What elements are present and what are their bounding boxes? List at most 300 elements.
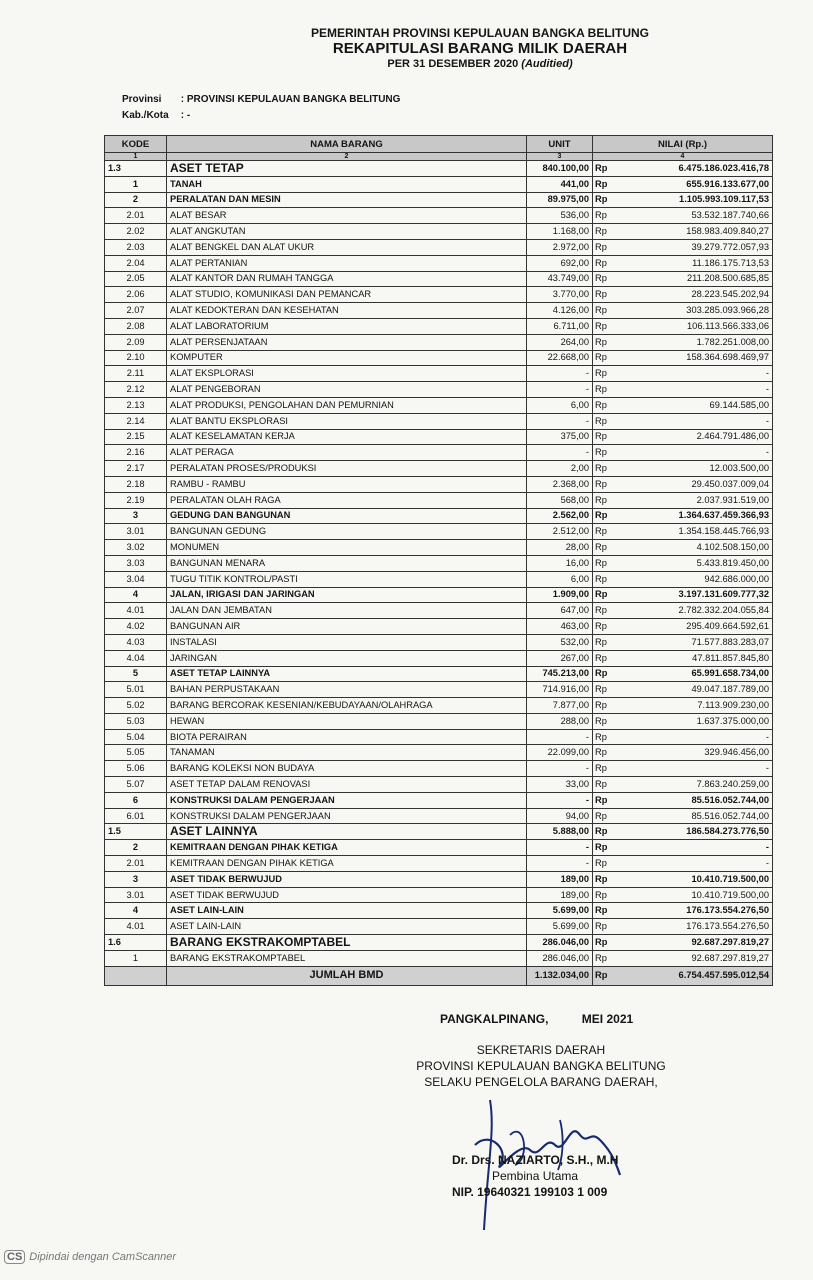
row-rp: Rp <box>593 224 615 240</box>
col-header-nilai: NILAI (Rp.) <box>593 136 773 153</box>
row-kode: 2.10 <box>105 350 167 366</box>
row-nama-barang: PERALATAN OLAH RAGA <box>167 492 527 508</box>
row-nilai: 10.410.719.500,00 <box>615 887 773 903</box>
table-row <box>105 224 773 240</box>
scanner-watermark <box>4 1250 176 1264</box>
row-nilai: 1.105.993.109.117,53 <box>615 192 773 208</box>
row-nama-barang: ASET TETAP LAINNYA <box>167 666 527 682</box>
row-nilai: 7.113.909.230,00 <box>615 698 773 714</box>
col-header-unit: UNIT <box>527 136 593 153</box>
row-kode: 2.16 <box>105 445 167 461</box>
asset-table <box>104 135 773 986</box>
row-kode: 4.03 <box>105 634 167 650</box>
row-nama-barang: BARANG BERCORAK KESENIAN/KEBUDAYAAN/OLAHRAGA <box>167 698 527 714</box>
row-nilai: 28.223.545.202,94 <box>615 287 773 303</box>
row-nama-barang: ALAT KEDOKTERAN DAN KESEHATAN <box>167 303 527 319</box>
table-row <box>105 208 773 224</box>
provinsi-label: Provinsi <box>122 94 162 105</box>
row-rp: Rp <box>593 429 615 445</box>
row-unit: 6.711,00 <box>527 318 593 334</box>
row-nama-barang: ALAT PERSENJATAAN <box>167 334 527 350</box>
row-nilai: 106.113.566.333,06 <box>615 318 773 334</box>
table-row <box>105 856 773 872</box>
row-nilai: 7.863.240.259,00 <box>615 777 773 793</box>
row-kode: 1 <box>105 176 167 192</box>
row-rp: Rp <box>593 887 615 903</box>
row-unit: 1.168,00 <box>527 224 593 240</box>
row-unit: - <box>527 792 593 808</box>
table-row <box>105 919 773 935</box>
row-nilai: 12.003.500,00 <box>615 461 773 477</box>
table-row <box>105 935 773 951</box>
table-row <box>105 176 773 192</box>
row-nama-barang: ALAT BANTU EKSPLORASI <box>167 413 527 429</box>
row-unit: - <box>527 445 593 461</box>
total-row <box>105 966 773 985</box>
row-kode: 6 <box>105 792 167 808</box>
row-nilai: 69.144.585,00 <box>615 397 773 413</box>
audit-status: (Auditied) <box>521 58 573 70</box>
row-rp: Rp <box>593 634 615 650</box>
table-row <box>105 350 773 366</box>
table-row <box>105 777 773 793</box>
row-unit: 5.699,00 <box>527 903 593 919</box>
row-kode: 3.01 <box>105 887 167 903</box>
col-header-nama: NAMA BARANG <box>167 136 527 153</box>
row-nilai: - <box>615 729 773 745</box>
table-row <box>105 397 773 413</box>
row-unit: - <box>527 840 593 856</box>
table-row <box>105 840 773 856</box>
row-nilai: 655.916.133.677,00 <box>615 176 773 192</box>
row-kode: 3.02 <box>105 540 167 556</box>
row-nama-barang: TANAMAN <box>167 745 527 761</box>
row-rp: Rp <box>593 650 615 666</box>
row-unit: - <box>527 729 593 745</box>
row-nilai: 11.186.175.713,53 <box>615 255 773 271</box>
row-kode: 4.01 <box>105 919 167 935</box>
camscanner-logo-icon: CS <box>4 1250 25 1264</box>
row-nama-barang: ASET TIDAK BERWUJUD <box>167 887 527 903</box>
row-kode: 5.03 <box>105 713 167 729</box>
row-rp: Rp <box>593 840 615 856</box>
row-nama-barang: GEDUNG DAN BANGUNAN <box>167 508 527 524</box>
row-nama-barang: ASET TETAP <box>167 161 527 177</box>
row-nama-barang: ASET LAINNYA <box>167 824 527 840</box>
table-row <box>105 239 773 255</box>
row-nama-barang: ASET TETAP DALAM RENOVASI <box>167 777 527 793</box>
row-unit: 692,00 <box>527 255 593 271</box>
row-rp: Rp <box>593 382 615 398</box>
place-date <box>440 1012 633 1026</box>
row-unit: 264,00 <box>527 334 593 350</box>
row-nilai: - <box>615 445 773 461</box>
row-unit: 6,00 <box>527 397 593 413</box>
row-unit: 89.975,00 <box>527 192 593 208</box>
row-rp: Rp <box>593 587 615 603</box>
row-rp: Rp <box>593 476 615 492</box>
table-row <box>105 713 773 729</box>
row-kode: 2.03 <box>105 239 167 255</box>
row-unit: - <box>527 366 593 382</box>
row-nama-barang: ALAT BENGKEL DAN ALAT UKUR <box>167 239 527 255</box>
row-rp: Rp <box>593 619 615 635</box>
row-rp: Rp <box>593 903 615 919</box>
row-nilai: 10.410.719.500,00 <box>615 871 773 887</box>
row-nilai: 2.037.931.519,00 <box>615 492 773 508</box>
table-row <box>105 271 773 287</box>
row-unit: 463,00 <box>527 619 593 635</box>
row-nilai: - <box>615 366 773 382</box>
kota-label: Kab./Kota <box>122 110 169 121</box>
row-kode: 4.01 <box>105 603 167 619</box>
row-nama-barang: ASET TIDAK BERWUJUD <box>167 871 527 887</box>
table-row <box>105 461 773 477</box>
table-row <box>105 587 773 603</box>
signatory-name: Dr. Drs. NAZIARTO, S.H., M.H <box>452 1153 619 1167</box>
row-nama-barang: ASET LAIN-LAIN <box>167 903 527 919</box>
row-rp: Rp <box>593 397 615 413</box>
table-row <box>105 903 773 919</box>
row-nilai: 1.354.158.445.766,93 <box>615 524 773 540</box>
row-unit: 4.126,00 <box>527 303 593 319</box>
row-nilai: 295.409.664.592,61 <box>615 619 773 635</box>
row-unit: 33,00 <box>527 777 593 793</box>
row-rp: Rp <box>593 161 615 177</box>
row-kode: 3.04 <box>105 571 167 587</box>
table-row <box>105 476 773 492</box>
table-row <box>105 540 773 556</box>
table-body <box>105 161 773 967</box>
table-row <box>105 745 773 761</box>
row-nama-barang: BARANG EKSTRAKOMPTABEL <box>167 950 527 966</box>
row-rp: Rp <box>593 666 615 682</box>
total-kode <box>105 966 167 985</box>
col-num-1: 1 <box>105 153 167 161</box>
row-nilai: 1.364.637.459.366,93 <box>615 508 773 524</box>
total-rp: Rp <box>593 966 615 985</box>
row-unit: 2,00 <box>527 461 593 477</box>
row-kode: 2.07 <box>105 303 167 319</box>
row-nilai: 303.285.093.966,28 <box>615 303 773 319</box>
signatory-nip: NIP. 19640321 199103 1 009 <box>452 1185 608 1199</box>
table-row <box>105 287 773 303</box>
sign-date: MEI 2021 <box>581 1012 634 1026</box>
row-rp: Rp <box>593 777 615 793</box>
row-unit: 22.099,00 <box>527 745 593 761</box>
row-nama-barang: ASET LAIN-LAIN <box>167 919 527 935</box>
row-unit: 16,00 <box>527 555 593 571</box>
table-row <box>105 950 773 966</box>
row-rp: Rp <box>593 950 615 966</box>
row-rp: Rp <box>593 729 615 745</box>
table-row <box>105 508 773 524</box>
row-rp: Rp <box>593 508 615 524</box>
row-nilai: 39.279.772.057,93 <box>615 239 773 255</box>
table-row <box>105 682 773 698</box>
row-rp: Rp <box>593 856 615 872</box>
total-unit: 1.132.034,00 <box>527 966 593 985</box>
row-unit: 532,00 <box>527 634 593 650</box>
signatory-title-2: PROVINSI KEPULAUAN BANGKA BELITUNG <box>416 1059 666 1073</box>
row-kode: 2.08 <box>105 318 167 334</box>
row-kode: 3.01 <box>105 524 167 540</box>
row-nilai: 158.364.698.469,97 <box>615 350 773 366</box>
total-label: JUMLAH BMD <box>167 966 527 985</box>
table-row <box>105 382 773 398</box>
row-rp: Rp <box>593 761 615 777</box>
row-rp: Rp <box>593 919 615 935</box>
row-rp: Rp <box>593 871 615 887</box>
table-row <box>105 318 773 334</box>
table-row <box>105 161 773 177</box>
row-nama-barang: RAMBU - RAMBU <box>167 476 527 492</box>
row-kode: 2.18 <box>105 476 167 492</box>
row-kode: 2 <box>105 840 167 856</box>
row-nama-barang: KEMITRAAN DENGAN PIHAK KETIGA <box>167 856 527 872</box>
document-title: REKAPITULASI BARANG MILIK DAERAH <box>332 40 628 57</box>
table-row <box>105 524 773 540</box>
row-unit: 5.699,00 <box>527 919 593 935</box>
row-unit: 536,00 <box>527 208 593 224</box>
row-unit: 288,00 <box>527 713 593 729</box>
date-text: PER 31 DESEMBER 2020 <box>387 58 519 70</box>
row-nilai: 5.433.819.450,00 <box>615 555 773 571</box>
table-row <box>105 792 773 808</box>
table-row <box>105 429 773 445</box>
row-nama-barang: BARANG EKSTRAKOMPTABEL <box>167 935 527 951</box>
row-nama-barang: TANAH <box>167 176 527 192</box>
row-rp: Rp <box>593 524 615 540</box>
row-kode: 3 <box>105 508 167 524</box>
row-nama-barang: JALAN, IRIGASI DAN JARINGAN <box>167 587 527 603</box>
row-nilai: 29.450.037.009,04 <box>615 476 773 492</box>
row-kode: 2.01 <box>105 208 167 224</box>
row-kode: 1 <box>105 950 167 966</box>
row-nama-barang: ALAT PRODUKSI, PENGOLAHAN DAN PEMURNIAN <box>167 397 527 413</box>
row-rp: Rp <box>593 745 615 761</box>
row-unit: 189,00 <box>527 871 593 887</box>
table-row <box>105 634 773 650</box>
row-kode: 2.14 <box>105 413 167 429</box>
row-nama-barang: ALAT ANGKUTAN <box>167 224 527 240</box>
meta-info <box>122 92 400 124</box>
row-kode: 5.04 <box>105 729 167 745</box>
row-nilai: 176.173.554.276,50 <box>615 903 773 919</box>
row-rp: Rp <box>593 413 615 429</box>
row-rp: Rp <box>593 303 615 319</box>
row-nama-barang: BANGUNAN AIR <box>167 619 527 635</box>
row-rp: Rp <box>593 461 615 477</box>
row-unit: - <box>527 413 593 429</box>
row-rp: Rp <box>593 208 615 224</box>
row-rp: Rp <box>593 350 615 366</box>
row-nama-barang: ALAT EKSPLORASI <box>167 366 527 382</box>
col-header-kode: KODE <box>105 136 167 153</box>
row-kode: 5.05 <box>105 745 167 761</box>
row-nilai: 2.464.791.486,00 <box>615 429 773 445</box>
row-kode: 6.01 <box>105 808 167 824</box>
row-kode: 5.06 <box>105 761 167 777</box>
row-rp: Rp <box>593 255 615 271</box>
row-nama-barang: BIOTA PERAIRAN <box>167 729 527 745</box>
row-kode: 2.11 <box>105 366 167 382</box>
row-nama-barang: ALAT PERAGA <box>167 445 527 461</box>
row-nilai: 158.983.409.840,27 <box>615 224 773 240</box>
signatory-identity <box>452 1152 618 1200</box>
row-rp: Rp <box>593 824 615 840</box>
row-unit: 189,00 <box>527 887 593 903</box>
row-nama-barang: JARINGAN <box>167 650 527 666</box>
row-kode: 1.3 <box>105 161 167 177</box>
row-kode: 3.03 <box>105 555 167 571</box>
row-nama-barang: KEMITRAAN DENGAN PIHAK KETIGA <box>167 840 527 856</box>
row-rp: Rp <box>593 792 615 808</box>
table-row <box>105 761 773 777</box>
table-row <box>105 808 773 824</box>
row-unit: 28,00 <box>527 540 593 556</box>
row-unit: 2.562,00 <box>527 508 593 524</box>
row-rp: Rp <box>593 287 615 303</box>
row-nilai: 186.584.273.776,50 <box>615 824 773 840</box>
watermark-text: Dipindai dengan CamScanner <box>29 1251 177 1263</box>
row-nilai: 71.577.883.283,07 <box>615 634 773 650</box>
table-row <box>105 413 773 429</box>
row-rp: Rp <box>593 192 615 208</box>
table-row <box>105 603 773 619</box>
table-row <box>105 303 773 319</box>
row-kode: 2.05 <box>105 271 167 287</box>
row-rp: Rp <box>593 682 615 698</box>
row-unit: 1.909,00 <box>527 587 593 603</box>
row-nama-barang: ALAT LABORATORIUM <box>167 318 527 334</box>
row-nilai: 85.516.052.744,00 <box>615 792 773 808</box>
row-rp: Rp <box>593 935 615 951</box>
row-nama-barang: ALAT KANTOR DAN RUMAH TANGGA <box>167 271 527 287</box>
document-date <box>180 57 780 71</box>
row-rp: Rp <box>593 555 615 571</box>
row-nilai: - <box>615 761 773 777</box>
row-unit: 286.046,00 <box>527 950 593 966</box>
document-header <box>180 26 780 71</box>
row-kode: 1.6 <box>105 935 167 951</box>
row-kode: 2.01 <box>105 856 167 872</box>
row-kode: 4.04 <box>105 650 167 666</box>
row-nama-barang: ALAT BESAR <box>167 208 527 224</box>
row-unit: 22.668,00 <box>527 350 593 366</box>
row-rp: Rp <box>593 239 615 255</box>
row-kode: 4.02 <box>105 619 167 635</box>
row-nama-barang: PERALATAN PROSES/PRODUKSI <box>167 461 527 477</box>
col-num-4: 4 <box>593 153 773 161</box>
row-rp: Rp <box>593 698 615 714</box>
table-row <box>105 729 773 745</box>
row-kode: 2.04 <box>105 255 167 271</box>
row-unit: - <box>527 856 593 872</box>
table-row <box>105 871 773 887</box>
table-row <box>105 698 773 714</box>
row-nama-barang: ALAT KESELAMATAN KERJA <box>167 429 527 445</box>
row-rp: Rp <box>593 176 615 192</box>
table-row <box>105 555 773 571</box>
row-unit: 2.972,00 <box>527 239 593 255</box>
row-nilai: 6.475.186.023.416,78 <box>615 161 773 177</box>
row-kode: 3 <box>105 871 167 887</box>
row-nama-barang: BAHAN PERPUSTAKAAN <box>167 682 527 698</box>
row-unit: 267,00 <box>527 650 593 666</box>
table-row <box>105 887 773 903</box>
signatory-title-3: SELAKU PENGELOLA BARANG DAERAH, <box>424 1075 658 1089</box>
row-kode: 5.01 <box>105 682 167 698</box>
row-kode: 2.19 <box>105 492 167 508</box>
row-rp: Rp <box>593 334 615 350</box>
row-nama-barang: HEWAN <box>167 713 527 729</box>
row-unit: - <box>527 382 593 398</box>
col-num-2: 2 <box>167 153 527 161</box>
row-unit: 375,00 <box>527 429 593 445</box>
row-nama-barang: TUGU TITIK KONTROL/PASTI <box>167 571 527 587</box>
row-unit: 3.770,00 <box>527 287 593 303</box>
row-rp: Rp <box>593 271 615 287</box>
row-nilai: 4.102.508.150,00 <box>615 540 773 556</box>
row-kode: 4 <box>105 903 167 919</box>
row-unit: 7.877,00 <box>527 698 593 714</box>
city: PANGKALPINANG, <box>440 1012 549 1026</box>
row-nilai: 211.208.500.685,85 <box>615 271 773 287</box>
row-nilai: 92.687.297.819,27 <box>615 950 773 966</box>
row-kode: 2.13 <box>105 397 167 413</box>
row-rp: Rp <box>593 808 615 824</box>
row-nilai: 942.686.000,00 <box>615 571 773 587</box>
row-nilai: 3.197.131.609.777,32 <box>615 587 773 603</box>
government-name: PEMERINTAH PROVINSI KEPULAUAN BANGKA BELITUNG <box>310 26 649 40</box>
row-nama-barang: ALAT STUDIO, KOMUNIKASI DAN PEMANCAR <box>167 287 527 303</box>
row-unit: 94,00 <box>527 808 593 824</box>
row-nama-barang: KONSTRUKSI DALAM PENGERJAAN <box>167 808 527 824</box>
table-row <box>105 366 773 382</box>
table-row <box>105 192 773 208</box>
kota-row <box>122 108 400 124</box>
table-row <box>105 619 773 635</box>
col-num-3: 3 <box>527 153 593 161</box>
signatory-title-1: SEKRETARIS DAERAH <box>476 1043 606 1057</box>
total-value: 6.754.457.595.012,54 <box>615 966 773 985</box>
signatory-rank: Pembina Utama <box>492 1169 579 1183</box>
row-unit: 6,00 <box>527 571 593 587</box>
table-row <box>105 666 773 682</box>
row-unit: 2.512,00 <box>527 524 593 540</box>
row-rp: Rp <box>593 713 615 729</box>
row-kode: 5 <box>105 666 167 682</box>
row-rp: Rp <box>593 492 615 508</box>
row-kode: 2.17 <box>105 461 167 477</box>
row-kode: 2.15 <box>105 429 167 445</box>
row-nama-barang: INSTALASI <box>167 634 527 650</box>
row-nama-barang: PERALATAN DAN MESIN <box>167 192 527 208</box>
row-nilai: 176.173.554.276,50 <box>615 919 773 935</box>
provinsi-row <box>122 92 400 108</box>
row-unit: 286.046,00 <box>527 935 593 951</box>
table-row <box>105 824 773 840</box>
row-unit: 43.749,00 <box>527 271 593 287</box>
row-nilai: 49.047.187.789,00 <box>615 682 773 698</box>
row-kode: 2 <box>105 192 167 208</box>
row-nama-barang: JALAN DAN JEMBATAN <box>167 603 527 619</box>
row-nilai: 65.991.658.734,00 <box>615 666 773 682</box>
row-unit: 5.888,00 <box>527 824 593 840</box>
table-row <box>105 334 773 350</box>
signatory-title <box>406 1042 676 1090</box>
